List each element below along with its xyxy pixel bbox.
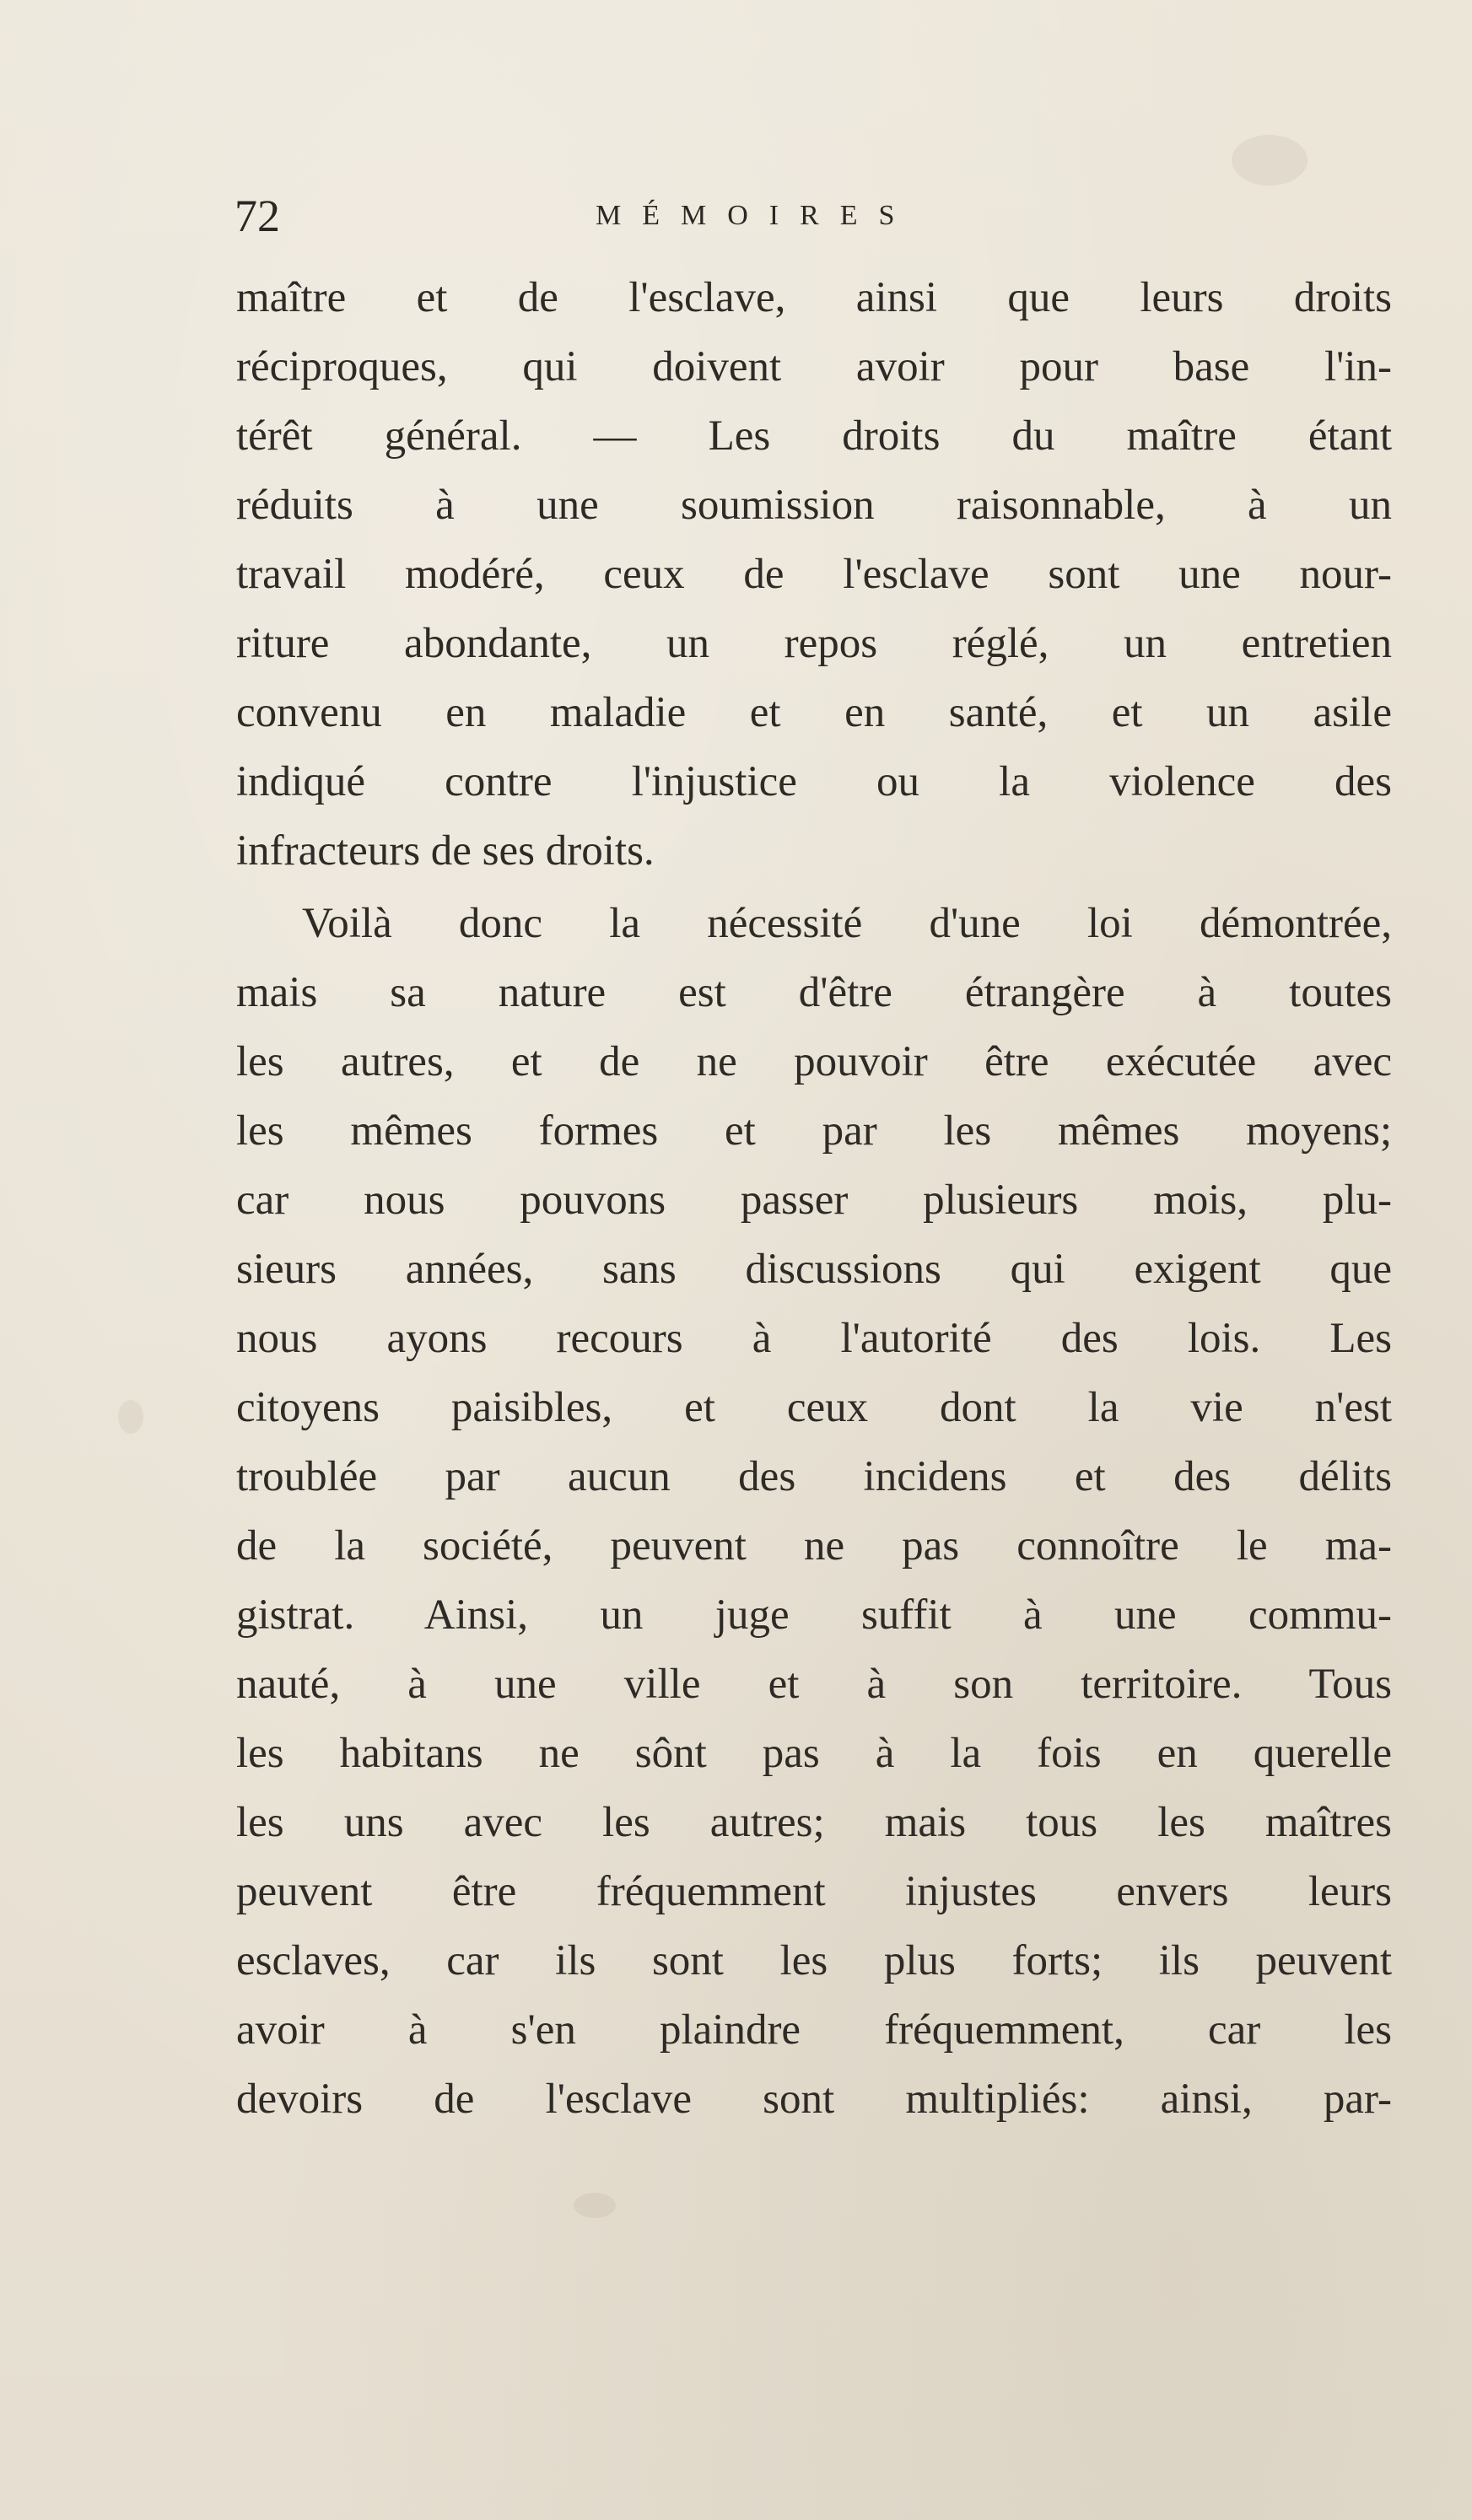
text-line: les uns avec les autres; mais tous les maîtres [236, 1799, 1392, 1846]
text-line: devoirs de l'esclave sont multipliés: ainsi, par- [236, 2076, 1392, 2123]
text-line: esclaves, car ils sont les plus forts; ils peuvent [236, 1937, 1392, 1984]
page-header [235, 191, 1399, 241]
text-line: nous ayons recours à l'autorité des lois. Les [236, 1315, 1392, 1362]
paper-stain [118, 1400, 143, 1434]
text-line: de la société, peuvent ne pas connoître le ma- [236, 1522, 1392, 1570]
text-line: les habitans ne sônt pas à la fois en querelle [236, 1730, 1392, 1777]
text-line: maître et de l'esclave, ainsi que leurs droits [236, 274, 1392, 321]
page-number: 72 [235, 191, 280, 241]
text-line: sieurs années, sans discussions qui exigent que [236, 1246, 1392, 1293]
paper-stain [1232, 135, 1308, 186]
paragraph-start-line: Voilà donc la nécessité d'une loi démontrée, [302, 900, 1392, 947]
text-line: nauté, à une ville et à son territoire. Tous [236, 1661, 1392, 1708]
text-line: troublée par aucun des incidens et des délits [236, 1453, 1392, 1500]
text-line: infracteurs de ses droits. [236, 827, 655, 875]
text-line: réciproques, qui doivent avoir pour base l'in- [236, 343, 1392, 390]
text-line: les mêmes formes et par les mêmes moyens; [236, 1107, 1392, 1155]
text-line: riture abondante, un repos réglé, un entretien [236, 620, 1392, 667]
text-line: mais sa nature est d'être étrangère à toutes [236, 969, 1392, 1016]
text-line: indiqué contre l'injustice ou la violence des [236, 758, 1392, 805]
text-line: réduits à une soumission raisonnable, à un [236, 482, 1392, 529]
text-line: les autres, et de ne pouvoir être exécutée avec [236, 1038, 1392, 1085]
text-line: travail modéré, ceux de l'esclave sont une nour- [236, 551, 1392, 598]
text-line: térêt général. — Les droits du maître étant [236, 412, 1392, 460]
text-line: avoir à s'en plaindre fréquemment, car les [236, 2006, 1392, 2054]
text-line: citoyens paisibles, et ceux dont la vie n'est [236, 1384, 1392, 1431]
text-line: peuvent être fréquemment injustes envers leurs [236, 1868, 1392, 1915]
text-line: gistrat. Ainsi, un juge suffit à une commu- [236, 1591, 1392, 1639]
text-line: convenu en maladie et en santé, et un asile [236, 689, 1392, 736]
paper-stain [574, 2193, 616, 2218]
running-head-title: MÉMOIRES [596, 200, 916, 231]
text-line: car nous pouvons passer plusieurs mois, plu- [236, 1177, 1392, 1224]
